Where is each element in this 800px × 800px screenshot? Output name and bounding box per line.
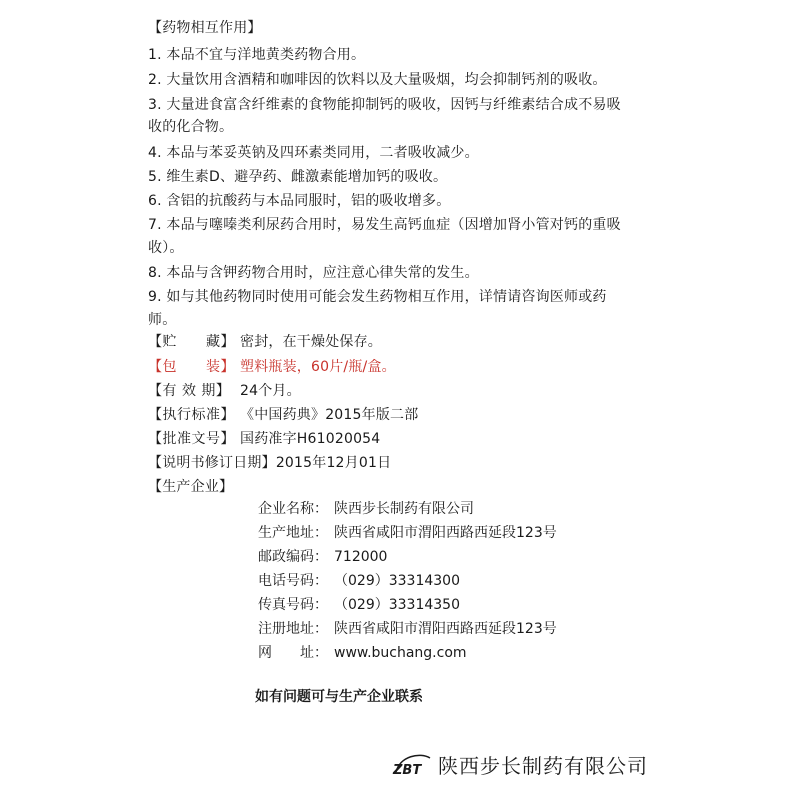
interaction-item: 1. 本品不宜与洋地黄类药物合用。 — [148, 47, 366, 63]
revision-label: 【说明书修订日期】 — [148, 455, 276, 471]
interaction-item-continued: 收）。 — [148, 240, 184, 256]
package-label: 【包 装】 — [148, 359, 235, 375]
standard-row — [148, 406, 418, 425]
standard-label: 【执行标准】 — [148, 407, 235, 423]
interaction-item: 2. 大量饮用含酒精和咖啡因的饮料以及大量吸烟，均会抑制钙剂的吸收。 — [148, 72, 607, 88]
interaction-item: 6. 含铝的抗酸药与本品同服时，铝的吸收增多。 — [148, 193, 451, 209]
validity-row — [148, 382, 301, 401]
mfr-key: 网 址： — [258, 645, 328, 661]
storage-value: 密封，在干燥处保存。 — [240, 334, 382, 350]
manufacturer-heading: 【生产企业】 — [148, 479, 234, 495]
mfr-value: 陕西省咸阳市渭阳西路西延段123号 — [334, 525, 557, 541]
mfr-key: 电话号码： — [258, 573, 328, 589]
manufacturer-row-registered-address — [258, 620, 557, 639]
package-value: 塑料瓶装，60片/瓶/盒。 — [240, 359, 396, 375]
revision-row — [148, 454, 391, 473]
manufacturer-row-name — [258, 500, 474, 519]
interaction-item: 8. 本品与含钾药物合用时，应注意心律失常的发生。 — [148, 265, 479, 281]
validity-label: 【有 效 期】 — [148, 383, 231, 399]
manufacturer-row-fax — [258, 596, 460, 615]
manufacturer-row-phone — [258, 572, 460, 591]
manufacturer-row-website — [258, 644, 467, 663]
interaction-item: 7. 本品与噻嗪类利尿药合用时，易发生高钙血症（因增加肾小管对钙的重吸 — [148, 217, 621, 233]
standard-value: 《中国药典》2015年版二部 — [240, 407, 419, 423]
company-footer — [390, 748, 648, 780]
interaction-item: 5. 维生素D、避孕药、雌激素能增加钙的吸收。 — [148, 169, 448, 185]
company-logo-icon — [390, 748, 434, 780]
mfr-key: 邮政编码： — [258, 549, 328, 565]
interaction-item: 9. 如与其他药物同时使用可能会发生药物相互作用，详情请咨询医师或药 — [148, 289, 607, 305]
revision-value: 2015年12月01日 — [275, 455, 392, 471]
mfr-key: 生产地址： — [258, 525, 328, 541]
mfr-value: （029）33314350 — [334, 597, 460, 613]
footer-company-name: 陕西步长制药有限公司 — [438, 753, 648, 778]
interaction-item: 3. 大量进食富含纤维素的食物能抑制钙的吸收，因钙与纤维素结合成不易吸 — [148, 97, 621, 113]
approval-value: 国药准字H61020054 — [240, 431, 381, 447]
storage-label: 【贮 藏】 — [148, 334, 235, 350]
logo-lettering: ZBT — [393, 763, 422, 778]
contact-note: 如有问题可与生产企业联系 — [255, 689, 423, 705]
interaction-item-continued: 收的化合物。 — [148, 119, 234, 135]
interaction-item: 4. 本品与苯妥英钠及四环素类同用，二者吸收减少。 — [148, 145, 479, 161]
package-row — [148, 358, 396, 377]
mfr-value: 712000 — [334, 549, 388, 565]
mfr-key: 企业名称： — [258, 501, 328, 517]
mfr-value: 陕西省咸阳市渭阳西路西延段123号 — [334, 621, 557, 637]
validity-value: 24个月。 — [240, 383, 301, 399]
mfr-website: www.buchang.com — [334, 645, 467, 661]
manufacturer-row-postcode — [258, 548, 387, 567]
interaction-item-continued: 师。 — [148, 312, 177, 328]
approval-label: 【批准文号】 — [148, 431, 235, 447]
mfr-value: 陕西步长制药有限公司 — [334, 501, 474, 517]
approval-row — [148, 430, 380, 449]
mfr-value: （029）33314300 — [334, 573, 460, 589]
mfr-key: 传真号码： — [258, 597, 328, 613]
storage-row — [148, 333, 382, 352]
mfr-key: 注册地址： — [258, 621, 328, 637]
interactions-heading: 【药物相互作用】 — [148, 20, 262, 36]
manufacturer-row-address — [258, 524, 557, 543]
